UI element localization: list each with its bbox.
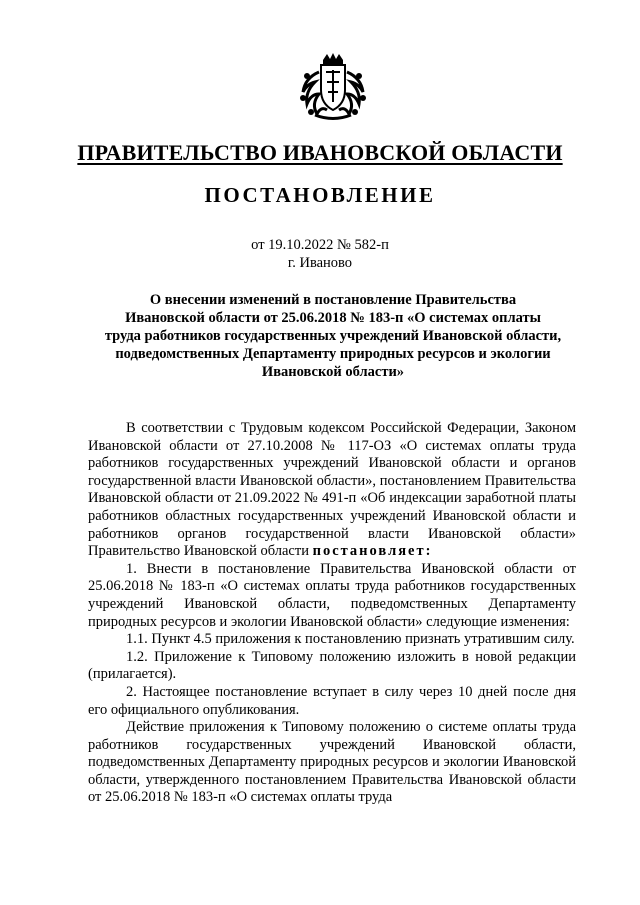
- date-and-place: [0, 236, 640, 272]
- preamble-paragraph: [88, 420, 576, 561]
- coat-of-arms-icon: [293, 52, 373, 122]
- preamble-text: В соответствии с Трудовым кодексом Российской Федерации, Законом Ивановской области от 27.10.2008 № 117-ОЗ «О системах оплаты труда работников государственных учреждений Ивановской области и органов государственной власти Ивановской области», постановлением Правительства Ивановской области от 21.09.2022 № 491-п «Об индексации заработной платы работников областных государственных учреждений Ивановской области и работников органов государственной власти Ивановской области» Правительство Ивановской области: [88, 420, 576, 560]
- date-number: от 19.10.2022 № 582-п: [251, 237, 389, 253]
- title-line: Ивановской области»: [261, 364, 405, 380]
- resolves-word: постановляет:: [312, 543, 433, 560]
- title-line: труда работников государственных учреждений Ивановской области,: [104, 328, 562, 344]
- item-2-paragraph: 2. Настоящее постановление вступает в силу через 10 дней после дня его официального опубликования.: [88, 683, 576, 718]
- document-body: [88, 420, 576, 807]
- item-1-paragraph: 1. Внести в постановление Правительства Ивановской области от 25.06.2018 № 183-п «О системах оплаты труда работников государственных учреждений Ивановской области, подведомственных Департаменту природных ресурсов и экологии Ивановской области» следующие изменения:: [88, 560, 576, 630]
- closing-paragraph: Действие приложения к Типовому положению о системе оплаты труда работников государственных учреждений Ивановской области, подведомственных Департаменту природных ресурсов и экологии Ивановской области, утвержденного постановлением Правительства Ивановской области от 25.06.2018 № 183-п «О системах оплаты труда: [88, 719, 576, 806]
- city: г. Иваново: [287, 255, 353, 271]
- item-1-2-paragraph: 1.2. Приложение к Типовому положению изложить в новой редакции (прилагается).: [88, 648, 576, 683]
- organization-name: ПРАВИТЕЛЬСТВО ИВАНОВСКОЙ ОБЛАСТИ: [77, 140, 563, 165]
- title-line: О внесении изменений в постановление Правительства: [149, 292, 517, 308]
- document-type: ПОСТАНОВЛЕНИЕ: [204, 183, 436, 207]
- item-1-1-paragraph: 1.1. Пункт 4.5 приложения к постановлению признать утратившим силу.: [126, 631, 575, 648]
- title-line: подведомственных Департаменту природных ресурсов и экологии: [115, 346, 551, 362]
- document-title: [88, 291, 578, 381]
- title-line: Ивановской области от 25.06.2018 № 183-п «О системах оплаты: [125, 310, 541, 326]
